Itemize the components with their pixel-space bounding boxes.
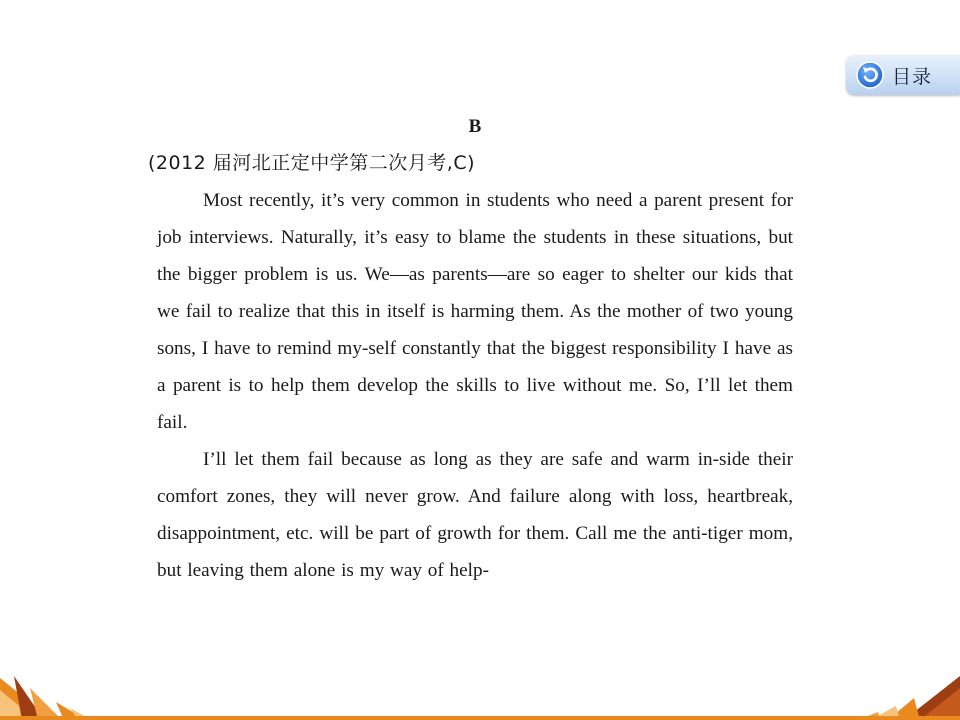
bottom-bar	[0, 716, 960, 720]
paragraph-2: I’ll let them fail because as long as they are safe and warm in-side their comfort zones, they will never grow. And failure along with loss, heartbreak, disappointment, etc. will be part of growth for them. Call me the anti-tiger mom, but leaving them alone is my way of help-	[157, 449, 793, 581]
corner-decoration-left	[0, 668, 100, 720]
section-letter: B	[468, 116, 482, 137]
source-line: (2012 届河北正定中学第二次月考,C)	[148, 152, 476, 174]
toc-button[interactable]	[846, 55, 960, 95]
passage	[157, 182, 793, 589]
toc-label: 目录	[892, 65, 933, 88]
paragraph-1: Most recently, it’s very common in students who need a parent present for job interviews. Naturally, it’s easy to blame the students in these situations, but the bigger problem is us. We—as parents—are so eager to shelter our kids that we fail to realize that this in itself is harming them. As the mother of two young sons, I have to remind my-self constantly that the biggest responsibility I have as a parent is to help them develop the skills to live without me. So, I’ll let them fail.	[157, 190, 793, 433]
refresh-arrow-icon	[856, 61, 884, 89]
corner-decoration-right	[850, 668, 960, 720]
